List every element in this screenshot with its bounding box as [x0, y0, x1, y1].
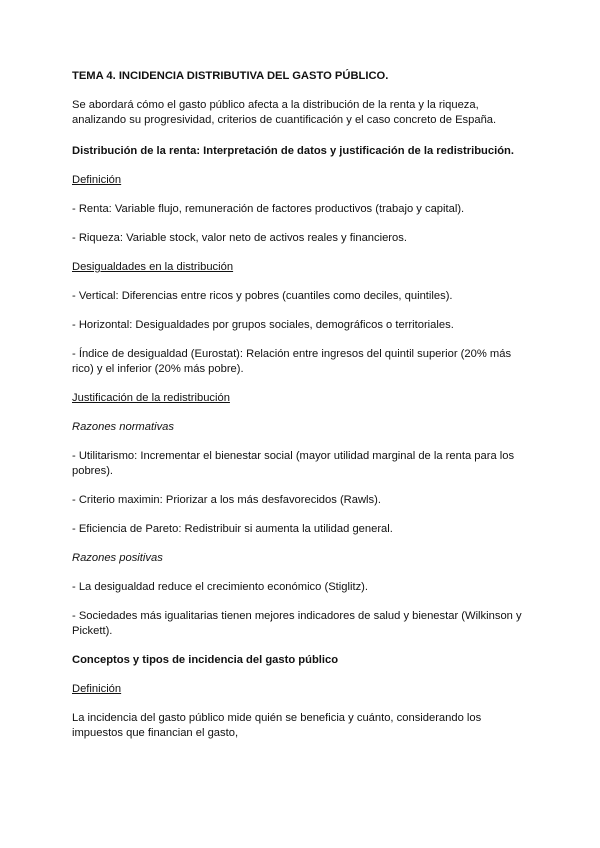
list-item-pareto: - Eficiencia de Pareto: Redistribuir si aumenta la utilidad general.	[72, 523, 393, 535]
list-item-horizontal: - Horizontal: Desigualdades por grupos sociales, demográficos o territoriales.	[72, 319, 454, 331]
subheading-justificacion: Justificación de la redistribución	[72, 392, 230, 404]
subheading-definicion-2: Definición	[72, 683, 122, 695]
list-item-utilitarismo: - Utilitarismo: Incrementar el bienestar social (mayor utilidad marginal de la renta para los pobres).	[72, 450, 515, 477]
subheading-razones-positivas: Razones positivas	[72, 552, 163, 564]
intro-paragraph: Se abordará cómo el gasto público afecta a la distribución de la renta y la riqueza, analizando su progresividad, criterios de cuantificación y el caso concreto de España.	[72, 99, 497, 126]
list-item-indice: - Índice de desigualdad (Eurostat): Relación entre ingresos del quintil superior (20% más rico) y el inferior (20% más pobre).	[72, 348, 512, 375]
section-heading-distribucion: Distribución de la renta: Interpretación de datos y justificación de la redistribución.	[72, 145, 514, 157]
subheading-desigualdades: Desigualdades en la distribución	[72, 261, 234, 273]
list-item-renta: - Renta: Variable flujo, remuneración de factores productivos (trabajo y capital).	[72, 203, 465, 215]
document-title: TEMA 4. INCIDENCIA DISTRIBUTIVA DEL GASTO PÚBLICO.	[72, 70, 389, 82]
list-item-stiglitz: - La desigualdad reduce el crecimiento económico (Stiglitz).	[72, 581, 368, 593]
paragraph-incidencia: La incidencia del gasto público mide quién se beneficia y cuánto, considerando los impuestos que financian el gasto,	[72, 712, 482, 739]
document-page	[72, 69, 532, 755]
list-item-riqueza: - Riqueza: Variable stock, valor neto de activos reales y financieros.	[72, 232, 407, 244]
list-item-maximin: - Criterio maximin: Priorizar a los más desfavorecidos (Rawls).	[72, 494, 381, 506]
list-item-vertical: - Vertical: Diferencias entre ricos y pobres (cuantiles como deciles, quintiles).	[72, 290, 453, 302]
list-item-wilkinson: - Sociedades más igualitarias tienen mejores indicadores de salud y bienestar (Wilkinson y Pickett).	[72, 610, 522, 637]
subheading-razones-normativas: Razones normativas	[72, 421, 174, 433]
subheading-definicion: Definición	[72, 174, 122, 186]
section-heading-incidencia: Conceptos y tipos de incidencia del gasto público	[72, 654, 339, 666]
